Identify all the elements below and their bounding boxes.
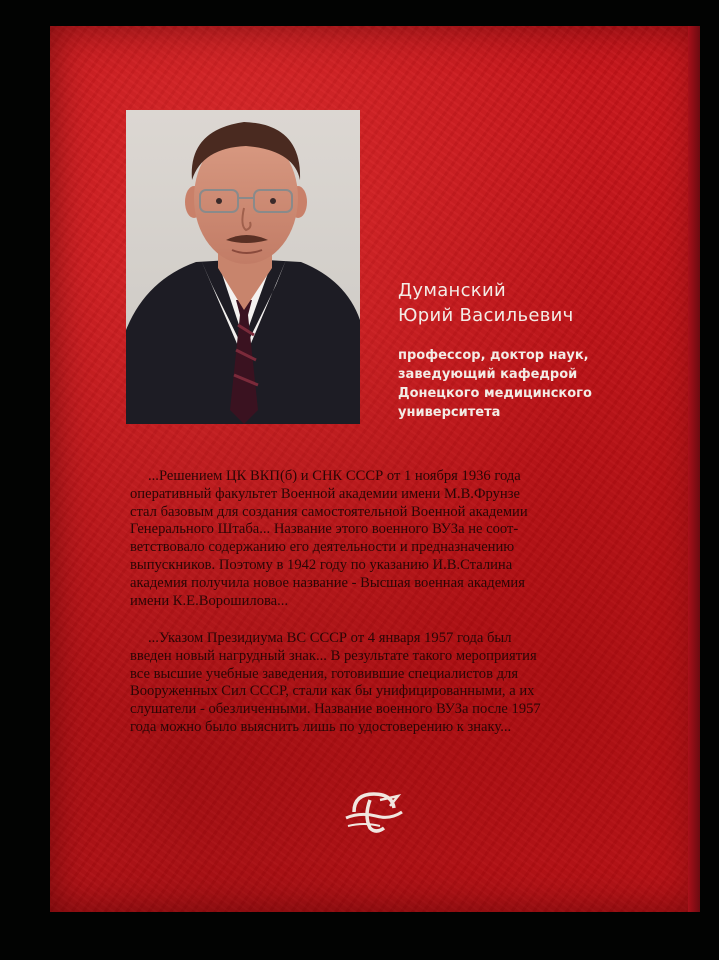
author-credentials-line: заведующий кафедрой: [398, 367, 578, 382]
excerpt-line: ...Указом Президиума ВС СССР от 4 января 1957 года был: [148, 630, 512, 646]
excerpt-line: введен новый нагрудный знак... В результате такого мероприятия: [130, 647, 537, 664]
excerpt-line: выпускников. Поэтому в 1942 году по указанию И.В.Сталина: [130, 556, 513, 573]
excerpt-line: оперативный факультет Военной академии имени М.В.Фрунзе: [130, 485, 520, 502]
excerpt-line: все высшие учебные заведения, готовившие специалистов для: [130, 665, 519, 682]
author-credentials-line: Донецкого медицинского: [398, 386, 592, 401]
excerpt-line: слушатели - обезличенными. Название военного ВУЗа после 1957: [130, 701, 541, 718]
author-photo: [126, 110, 360, 424]
excerpt-line: года можно было выяснить лишь по удостоверению к знаку...: [130, 718, 512, 735]
excerpt-line: Вооруженных Сил СССР, стали как бы унифицированными, а их: [130, 683, 535, 700]
cover-edge: [688, 26, 700, 912]
author-name: [398, 278, 688, 328]
publisher-logo-icon: [340, 788, 408, 836]
excerpt-line: имени К.Е.Ворошилова...: [130, 592, 289, 609]
excerpt-2: [130, 630, 670, 737]
excerpt-line: Генерального Штаба... Название этого военного ВУЗа не соот-: [130, 521, 519, 538]
excerpt-1: [130, 468, 670, 610]
author-credentials: [398, 346, 688, 422]
excerpt-line: ветствовало содержанию его деятельности и предназначению: [130, 539, 515, 556]
author-credentials-line: университета: [398, 405, 501, 420]
excerpt-line: стал базовым для создания самостоятельной Военной академии: [130, 503, 528, 520]
author-given-names: Юрий Васильевич: [398, 305, 574, 326]
author-surname: Думанский: [398, 280, 506, 301]
author-credentials-line: профессор, доктор наук,: [398, 348, 589, 363]
excerpt-line: ...Решением ЦК ВКП(б) и СНК СССР от 1 ноября 1936 года: [148, 468, 521, 484]
excerpt-line: академия получила новое название - Высшая военная академия: [130, 574, 525, 591]
